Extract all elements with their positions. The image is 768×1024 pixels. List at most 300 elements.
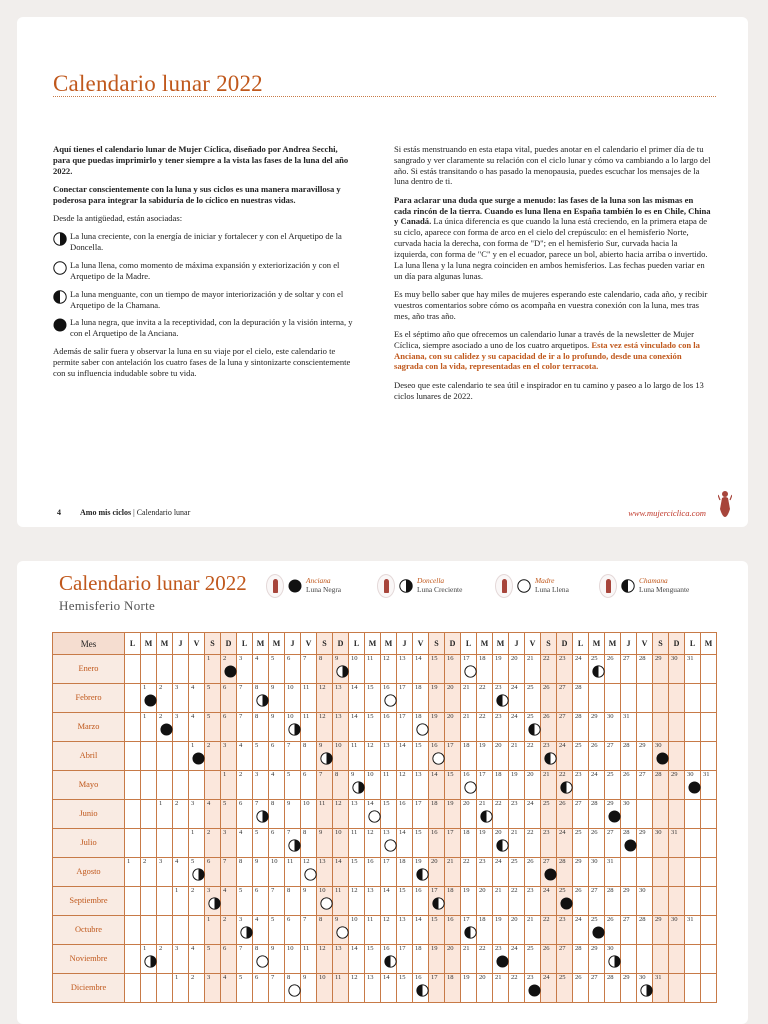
day-number: 13 bbox=[399, 655, 406, 662]
day-number: 26 bbox=[543, 684, 550, 691]
day-cell bbox=[541, 858, 557, 887]
day-number: 16 bbox=[463, 771, 470, 778]
day-number: 14 bbox=[415, 916, 422, 923]
day-number: 1 bbox=[127, 858, 131, 865]
day-cell bbox=[317, 684, 333, 713]
day-number: 2 bbox=[191, 974, 195, 981]
day-cell bbox=[381, 742, 397, 771]
day-number: 23 bbox=[495, 945, 502, 952]
day-number: 24 bbox=[495, 858, 502, 865]
wish-paragraph: Deseo que este calendario te sea útil e inspirador en tu camino y paseo a lo largo de los 13 ciclos lunares de 2022. bbox=[394, 379, 704, 401]
day-cell bbox=[621, 771, 637, 800]
last-quarter-moon-icon bbox=[464, 926, 477, 939]
day-cell bbox=[397, 713, 413, 742]
day-number: 5 bbox=[255, 742, 259, 749]
day-cell bbox=[189, 800, 205, 829]
day-number: 18 bbox=[399, 858, 406, 865]
empty-cell bbox=[173, 916, 189, 945]
month-row bbox=[53, 829, 717, 858]
first-quarter-moon-icon bbox=[256, 810, 269, 823]
day-cell bbox=[541, 829, 557, 858]
day-cell bbox=[477, 829, 493, 858]
day-number: 21 bbox=[495, 974, 502, 981]
day-number: 17 bbox=[399, 684, 406, 691]
day-cell bbox=[333, 916, 349, 945]
hemisphere-paragraph bbox=[394, 195, 712, 282]
empty-cell bbox=[141, 771, 157, 800]
day-cell bbox=[205, 684, 221, 713]
day-cell bbox=[509, 684, 525, 713]
day-number: 21 bbox=[543, 771, 550, 778]
weekday-header: S bbox=[653, 633, 669, 655]
month-label: Junio bbox=[53, 800, 125, 829]
day-number: 28 bbox=[575, 945, 582, 952]
day-number: 3 bbox=[191, 800, 195, 807]
day-number: 15 bbox=[415, 829, 422, 836]
day-cell bbox=[349, 887, 365, 916]
month-row bbox=[53, 655, 717, 684]
day-cell bbox=[461, 945, 477, 974]
day-number: 20 bbox=[495, 742, 502, 749]
day-cell bbox=[429, 655, 445, 684]
day-cell bbox=[413, 655, 429, 684]
day-number: 18 bbox=[463, 742, 470, 749]
day-cell bbox=[525, 887, 541, 916]
day-cell bbox=[237, 829, 253, 858]
day-cell bbox=[493, 829, 509, 858]
day-number: 26 bbox=[623, 771, 630, 778]
day-number: 21 bbox=[463, 713, 470, 720]
last-quarter-moon-icon bbox=[384, 955, 397, 968]
day-cell bbox=[493, 771, 509, 800]
day-number: 12 bbox=[367, 829, 374, 836]
day-number: 24 bbox=[591, 771, 598, 778]
seventh-year-paragraph bbox=[394, 329, 712, 372]
weekday-header: J bbox=[509, 633, 525, 655]
month-label: Noviembre bbox=[53, 945, 125, 974]
day-cell bbox=[301, 800, 317, 829]
day-cell bbox=[605, 800, 621, 829]
day-cell bbox=[365, 829, 381, 858]
day-number: 17 bbox=[431, 974, 438, 981]
day-number: 17 bbox=[447, 829, 454, 836]
weekday-header: L bbox=[461, 633, 477, 655]
legend-archetype: Chamana bbox=[639, 576, 668, 586]
day-number: 17 bbox=[399, 945, 406, 952]
day-number: 18 bbox=[415, 684, 422, 691]
legend-doncella bbox=[377, 572, 462, 600]
full-moon-icon bbox=[432, 752, 445, 765]
day-number: 15 bbox=[447, 771, 454, 778]
day-cell bbox=[333, 858, 349, 887]
empty-cell bbox=[157, 916, 173, 945]
day-cell bbox=[221, 771, 237, 800]
day-cell bbox=[269, 800, 285, 829]
last-quarter-moon-icon bbox=[496, 694, 509, 707]
day-number: 19 bbox=[431, 945, 438, 952]
day-number: 31 bbox=[687, 916, 694, 923]
empty-cell bbox=[653, 945, 669, 974]
day-cell bbox=[237, 974, 253, 1003]
day-cell bbox=[637, 829, 653, 858]
day-number: 25 bbox=[575, 829, 582, 836]
phase-text: La luna creciente, con la energía de iniciar y fortalecer y con el Arquetipo de la Doncella. bbox=[70, 231, 342, 253]
day-cell bbox=[589, 974, 605, 1003]
day-number: 14 bbox=[351, 945, 358, 952]
day-cell bbox=[653, 974, 669, 1003]
day-cell bbox=[173, 887, 189, 916]
day-number: 5 bbox=[287, 771, 291, 778]
day-cell bbox=[301, 858, 317, 887]
day-number: 14 bbox=[351, 713, 358, 720]
day-cell bbox=[221, 684, 237, 713]
day-number: 6 bbox=[207, 858, 211, 865]
day-number: 26 bbox=[591, 829, 598, 836]
last-quarter-moon-icon bbox=[560, 781, 573, 794]
day-cell bbox=[541, 945, 557, 974]
weekday-header: L bbox=[349, 633, 365, 655]
weekday-header: D bbox=[557, 633, 573, 655]
weekday-header: M bbox=[141, 633, 157, 655]
day-cell bbox=[541, 974, 557, 1003]
day-number: 10 bbox=[351, 655, 358, 662]
day-number: 23 bbox=[495, 684, 502, 691]
day-cell bbox=[541, 771, 557, 800]
day-cell bbox=[493, 684, 509, 713]
day-number: 3 bbox=[207, 887, 211, 894]
last-quarter-moon-icon bbox=[416, 868, 429, 881]
day-cell bbox=[685, 771, 701, 800]
left-column bbox=[53, 144, 353, 386]
day-number: 6 bbox=[223, 945, 227, 952]
day-number: 5 bbox=[271, 655, 275, 662]
day-number: 17 bbox=[383, 858, 390, 865]
day-cell bbox=[349, 974, 365, 1003]
day-cell bbox=[445, 829, 461, 858]
day-cell bbox=[317, 945, 333, 974]
day-number: 3 bbox=[239, 655, 243, 662]
empty-cell bbox=[173, 829, 189, 858]
last-quarter-moon-icon bbox=[432, 897, 445, 910]
day-cell bbox=[525, 800, 541, 829]
intro-paragraph: Aquí tienes el calendario lunar de Mujer Cíclica, diseñado por Andrea Secchi, para que puedas imprimirlo y tener siempre a la vista las fases de la luna del año 2022. bbox=[53, 144, 349, 176]
day-number: 2 bbox=[143, 858, 147, 865]
day-number: 11 bbox=[287, 858, 294, 865]
day-cell bbox=[173, 800, 189, 829]
day-number: 15 bbox=[351, 858, 358, 865]
empty-cell bbox=[157, 829, 173, 858]
day-cell bbox=[413, 800, 429, 829]
day-cell bbox=[205, 829, 221, 858]
day-number: 28 bbox=[623, 742, 630, 749]
day-cell bbox=[237, 800, 253, 829]
weekday-header: M bbox=[157, 633, 173, 655]
day-number: 6 bbox=[239, 800, 243, 807]
day-cell bbox=[317, 771, 333, 800]
month-row bbox=[53, 916, 717, 945]
day-number: 11 bbox=[367, 916, 374, 923]
day-cell bbox=[253, 887, 269, 916]
day-number: 13 bbox=[367, 974, 374, 981]
day-cell bbox=[477, 713, 493, 742]
day-cell bbox=[285, 684, 301, 713]
day-number: 12 bbox=[383, 916, 390, 923]
day-cell bbox=[269, 742, 285, 771]
day-cell bbox=[477, 684, 493, 713]
day-cell bbox=[637, 655, 653, 684]
day-cell bbox=[509, 829, 525, 858]
empty-cell bbox=[669, 887, 685, 916]
empty-cell bbox=[701, 742, 717, 771]
empty-cell bbox=[205, 771, 221, 800]
day-number: 18 bbox=[431, 800, 438, 807]
day-number: 25 bbox=[559, 974, 566, 981]
menstruation-paragraph: Si estás menstruando en esta etapa vital, puedes anotar en el calendario el primer día de tu sangrado y ver claramente su relación con el ciclo lunar y cómo va cambiando a lo largo del año. Si estás transitando o has pasado la menopausia, puedes escuchar los mensajes de la luna dentro de ti. bbox=[394, 144, 711, 187]
day-number: 23 bbox=[479, 858, 486, 865]
day-number: 27 bbox=[591, 974, 598, 981]
day-cell bbox=[573, 655, 589, 684]
day-cell bbox=[173, 684, 189, 713]
day-number: 17 bbox=[463, 655, 470, 662]
day-number: 5 bbox=[255, 829, 259, 836]
day-cell bbox=[669, 829, 685, 858]
day-cell bbox=[221, 887, 237, 916]
day-cell bbox=[365, 684, 381, 713]
empty-cell bbox=[637, 684, 653, 713]
day-cell bbox=[461, 974, 477, 1003]
empty-cell bbox=[189, 771, 205, 800]
day-number: 23 bbox=[543, 829, 550, 836]
day-number: 22 bbox=[511, 974, 518, 981]
day-number: 29 bbox=[591, 713, 598, 720]
day-number: 13 bbox=[383, 742, 390, 749]
day-number: 4 bbox=[207, 800, 211, 807]
day-cell bbox=[285, 829, 301, 858]
day-number: 31 bbox=[655, 974, 662, 981]
day-number: 10 bbox=[335, 829, 342, 836]
day-number: 31 bbox=[703, 771, 710, 778]
day-number: 27 bbox=[623, 655, 630, 662]
empty-cell bbox=[669, 713, 685, 742]
day-number: 18 bbox=[447, 974, 454, 981]
day-number: 21 bbox=[527, 655, 534, 662]
day-cell bbox=[413, 742, 429, 771]
day-cell bbox=[525, 974, 541, 1003]
day-cell bbox=[557, 742, 573, 771]
day-number: 20 bbox=[527, 771, 534, 778]
day-number: 16 bbox=[415, 887, 422, 894]
day-cell bbox=[365, 887, 381, 916]
day-number: 16 bbox=[399, 800, 406, 807]
first-quarter-moon-icon bbox=[288, 723, 301, 736]
day-cell bbox=[205, 655, 221, 684]
day-cell bbox=[461, 771, 477, 800]
day-cell bbox=[173, 713, 189, 742]
day-cell bbox=[285, 655, 301, 684]
day-number: 27 bbox=[559, 713, 566, 720]
day-cell bbox=[253, 742, 269, 771]
day-number: 23 bbox=[527, 887, 534, 894]
weekday-header: V bbox=[189, 633, 205, 655]
day-cell bbox=[269, 945, 285, 974]
weekday-header: L bbox=[125, 633, 141, 655]
full-moon-icon bbox=[384, 694, 397, 707]
day-number: 13 bbox=[367, 887, 374, 894]
day-cell bbox=[141, 945, 157, 974]
day-number: 9 bbox=[271, 945, 275, 952]
day-cell bbox=[621, 742, 637, 771]
weekday-header: M bbox=[381, 633, 397, 655]
day-cell bbox=[429, 829, 445, 858]
day-cell bbox=[493, 655, 509, 684]
day-number: 26 bbox=[543, 945, 550, 952]
day-cell bbox=[461, 829, 477, 858]
day-cell bbox=[621, 916, 637, 945]
day-cell bbox=[221, 945, 237, 974]
footer-running-title bbox=[80, 508, 190, 517]
weekday-header: D bbox=[669, 633, 685, 655]
day-number: 3 bbox=[175, 684, 179, 691]
empty-cell bbox=[637, 945, 653, 974]
day-cell bbox=[253, 771, 269, 800]
goddess-logo-icon bbox=[718, 489, 732, 527]
day-cell bbox=[237, 655, 253, 684]
day-number: 8 bbox=[287, 887, 291, 894]
day-cell bbox=[509, 713, 525, 742]
day-cell bbox=[653, 655, 669, 684]
day-cell bbox=[365, 800, 381, 829]
day-number: 28 bbox=[575, 713, 582, 720]
day-cell bbox=[157, 800, 173, 829]
day-cell bbox=[381, 713, 397, 742]
month-label: Agosto bbox=[53, 858, 125, 887]
day-cell bbox=[221, 974, 237, 1003]
day-number: 16 bbox=[383, 945, 390, 952]
day-cell bbox=[333, 945, 349, 974]
day-number: 4 bbox=[239, 742, 243, 749]
day-cell bbox=[461, 916, 477, 945]
weekday-header: M bbox=[477, 633, 493, 655]
day-cell bbox=[525, 771, 541, 800]
empty-cell bbox=[141, 800, 157, 829]
empty-cell bbox=[173, 742, 189, 771]
day-cell bbox=[285, 916, 301, 945]
day-cell bbox=[493, 945, 509, 974]
day-number: 20 bbox=[495, 829, 502, 836]
day-cell bbox=[525, 916, 541, 945]
day-cell bbox=[301, 684, 317, 713]
day-cell bbox=[445, 858, 461, 887]
day-number: 23 bbox=[527, 974, 534, 981]
calendar-title: Calendario lunar 2022 bbox=[59, 571, 247, 595]
day-number: 10 bbox=[367, 771, 374, 778]
full-moon-icon bbox=[517, 579, 531, 593]
day-cell bbox=[141, 684, 157, 713]
phase-text: La luna menguante, con un tiempo de mayor interiorización y de soltar y con el Arquetipo de la Chamana. bbox=[70, 288, 344, 310]
empty-cell bbox=[125, 887, 141, 916]
month-row bbox=[53, 742, 717, 771]
day-number: 3 bbox=[255, 771, 259, 778]
day-number: 8 bbox=[255, 713, 259, 720]
day-cell bbox=[573, 858, 589, 887]
day-cell bbox=[237, 887, 253, 916]
day-number: 13 bbox=[335, 945, 342, 952]
day-cell bbox=[221, 916, 237, 945]
day-number: 20 bbox=[447, 684, 454, 691]
day-cell bbox=[541, 916, 557, 945]
website-link[interactable]: www.mujerciclica.com bbox=[628, 508, 706, 518]
day-number: 22 bbox=[495, 800, 502, 807]
day-cell bbox=[493, 713, 509, 742]
new-moon-icon bbox=[192, 752, 205, 765]
day-number: 21 bbox=[447, 858, 454, 865]
empty-cell bbox=[125, 713, 141, 742]
day-number: 5 bbox=[207, 945, 211, 952]
new-moon-icon bbox=[656, 752, 669, 765]
empty-cell bbox=[653, 858, 669, 887]
day-cell bbox=[141, 858, 157, 887]
empty-cell bbox=[669, 742, 685, 771]
day-cell bbox=[381, 800, 397, 829]
day-number: 28 bbox=[639, 655, 646, 662]
day-cell bbox=[413, 713, 429, 742]
full-moon-icon bbox=[416, 723, 429, 736]
full-moon-icon bbox=[384, 839, 397, 852]
empty-cell bbox=[685, 858, 701, 887]
day-cell bbox=[493, 916, 509, 945]
phase-item-llena bbox=[53, 260, 353, 282]
day-cell bbox=[397, 771, 413, 800]
day-cell bbox=[253, 655, 269, 684]
day-number: 7 bbox=[239, 684, 243, 691]
day-number: 18 bbox=[415, 945, 422, 952]
day-cell bbox=[189, 945, 205, 974]
day-number: 23 bbox=[559, 655, 566, 662]
day-cell bbox=[557, 684, 573, 713]
day-number: 8 bbox=[303, 829, 307, 836]
day-number: 3 bbox=[223, 829, 227, 836]
day-cell bbox=[253, 713, 269, 742]
page-number: 4 bbox=[57, 508, 61, 517]
day-number: 4 bbox=[175, 858, 179, 865]
day-cell bbox=[301, 713, 317, 742]
empty-cell bbox=[653, 684, 669, 713]
day-number: 10 bbox=[335, 742, 342, 749]
day-cell bbox=[445, 713, 461, 742]
day-number: 5 bbox=[223, 800, 227, 807]
day-cell bbox=[477, 771, 493, 800]
day-number: 6 bbox=[271, 742, 275, 749]
day-cell bbox=[429, 771, 445, 800]
empty-cell bbox=[701, 655, 717, 684]
day-number: 18 bbox=[479, 916, 486, 923]
day-number: 13 bbox=[351, 800, 358, 807]
weekday-header: D bbox=[333, 633, 349, 655]
first-quarter-moon-icon bbox=[208, 897, 221, 910]
day-number: 28 bbox=[639, 916, 646, 923]
day-number: 8 bbox=[303, 742, 307, 749]
day-number: 5 bbox=[271, 916, 275, 923]
day-number: 15 bbox=[367, 684, 374, 691]
day-number: 19 bbox=[415, 858, 422, 865]
day-cell bbox=[397, 858, 413, 887]
day-cell bbox=[557, 916, 573, 945]
day-cell bbox=[381, 771, 397, 800]
month-row bbox=[53, 945, 717, 974]
month-row bbox=[53, 887, 717, 916]
full-moon-icon bbox=[304, 868, 317, 881]
day-number: 11 bbox=[351, 742, 358, 749]
